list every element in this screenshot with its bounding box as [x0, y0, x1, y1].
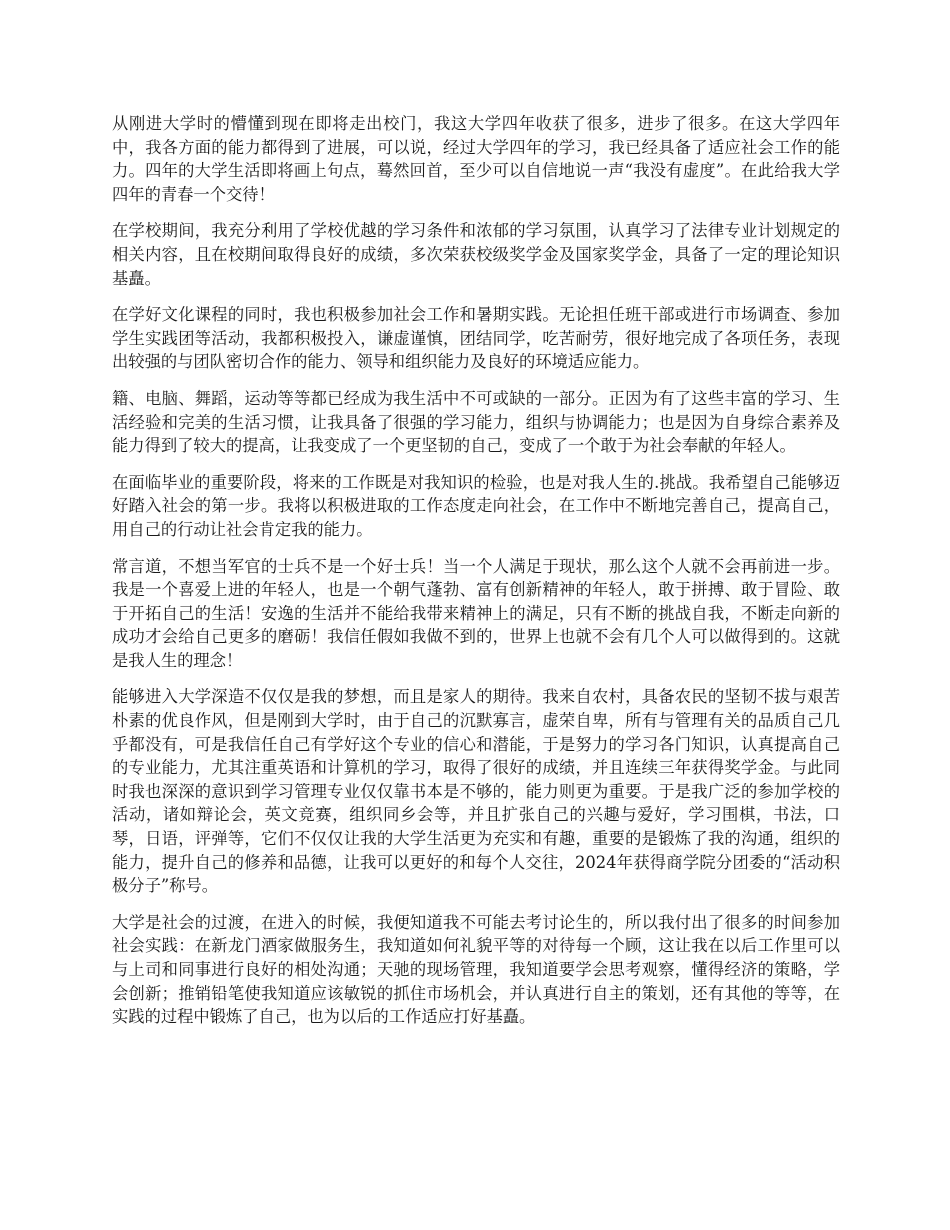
paragraph-4: 籍、电脑、舞蹈，运动等等都已经成为我生活中不可或缺的一部分。正因为有了这些丰富的学习、生活经验和完美的生活习惯，让我具备了很强的学习能力，组织与协调能力；也是因为自身综合素养及能力得到了较大的提高，让我变成了一个更坚韧的自己，变成了一个敢于为社会奉献的年轻人。: [112, 388, 840, 456]
paragraph-2: 在学校期间，我充分利用了学校优越的学习条件和浓郁的学习氛围，认真学习了法律专业计划规定的相关内容，且在校期间取得良好的成绩，多次荣获校级奖学金及国家奖学金，具备了一定的理论知识基矗。: [112, 221, 840, 288]
document-body: [112, 112, 840, 1042]
paragraph-6: 常言道，不想当军官的士兵不是一个好士兵！当一个人满足于现状，那么这个人就不会再前进一步。我是一个喜爱上进的年轻人，也是一个朝气蓬勃、富有创新精神的年轻人，敢于拼搏、敢于冒险、敢于开拓自己的生活！安逸的生活并不能给我带来精神上的满足，只有不断的挑战自我，不断走向新的成功才会给自己更多的磨砺！我信任假如我做不到的，世界上也就不会有几个人可以做得到的。这就是我人生的理念！: [112, 556, 840, 670]
paragraph-1: 从刚进大学时的懵懂到现在即将走出校门，我这大学四年收获了很多，进步了很多。在这大学四年中，我各方面的能力都得到了进展，可以说，经过大学四年的学习，我已经具备了适应社会工作的能力。四年的大学生活即将画上句点，蓦然回首，至少可以自信地说一声“我没有虚度”。在此给我大学四年的青春一个交待！: [112, 114, 840, 204]
paragraph-8: 大学是社会的过渡，在进入的时候，我便知道我不可能去考讨论生的，所以我付出了很多的时间参加社会实践：在新龙门酒家做服务生，我知道如何礼貌平等的对待每一个顾，这让我在以后工作里可以与上司和同事进行良好的相处沟通；天驰的现场管理，我知道要学会思考观察，懂得经济的策略，学会创新；推销铅笔使我知道应该敏锐的抓住市场机会，并认真进行自主的策划，还有其他的等等，在实践的过程中锻炼了自己，也为以后的工作适应打好基矗。: [112, 912, 840, 1027]
paragraph-7: 能够进入大学深造不仅仅是我的梦想，而且是家人的期待。我来自农村，具备农民的坚韧不拔与艰苦朴素的优良作风，但是刚到大学时，由于自己的沉默寡言，虚荣自卑，所有与管理有关的品质自己几乎都没有，可是我信任自己有学好这个专业的信心和潜能，于是努力的学习各门知识，认真提高自己的专业能力，尤其注重英语和计算机的学习，取得了很好的成绩，并且连续三年获得奖学金。与此同时我也深深的意识到学习管理专业仅仅靠书本是不够的，能力则更为重要。于是我广泛的参加学校的活动，诸如辩论会，英文竞赛，组织同乡会等，并且扩张自己的兴趣与爱好，学习围棋，书法，口琴，日语，评弹等，它们不仅仅让我的大学生活更为充实和有趣，重要的是锻炼了我的沟通，组织的能力，提升自己的修养和品德，让我可以更好的和每个人交往，2024年获得商学院分团委的“活动积极分子”称号。: [112, 687, 840, 896]
paragraph-5: 在面临毕业的重要阶段，将来的工作既是对我知识的检验，也是对我人生的.挑战。我希望自己能够迈好踏入社会的第一步。我将以积极进取的工作态度走向社会，在工作中不断地完善自己，提高自己，用自己的行动让社会肯定我的能力。: [112, 472, 840, 539]
paragraph-3: 在学好文化课程的同时，我也积极参加社会工作和暑期实践。无论担任班干部或进行市场调查、参加学生实践团等活动，我都积极投入，谦虚谨慎，团结同学，吃苦耐劳，很好地完成了各项任务，表现出较强的与团队密切合作的能力、领导和组织能力及良好的环境适应能力。: [112, 305, 840, 372]
